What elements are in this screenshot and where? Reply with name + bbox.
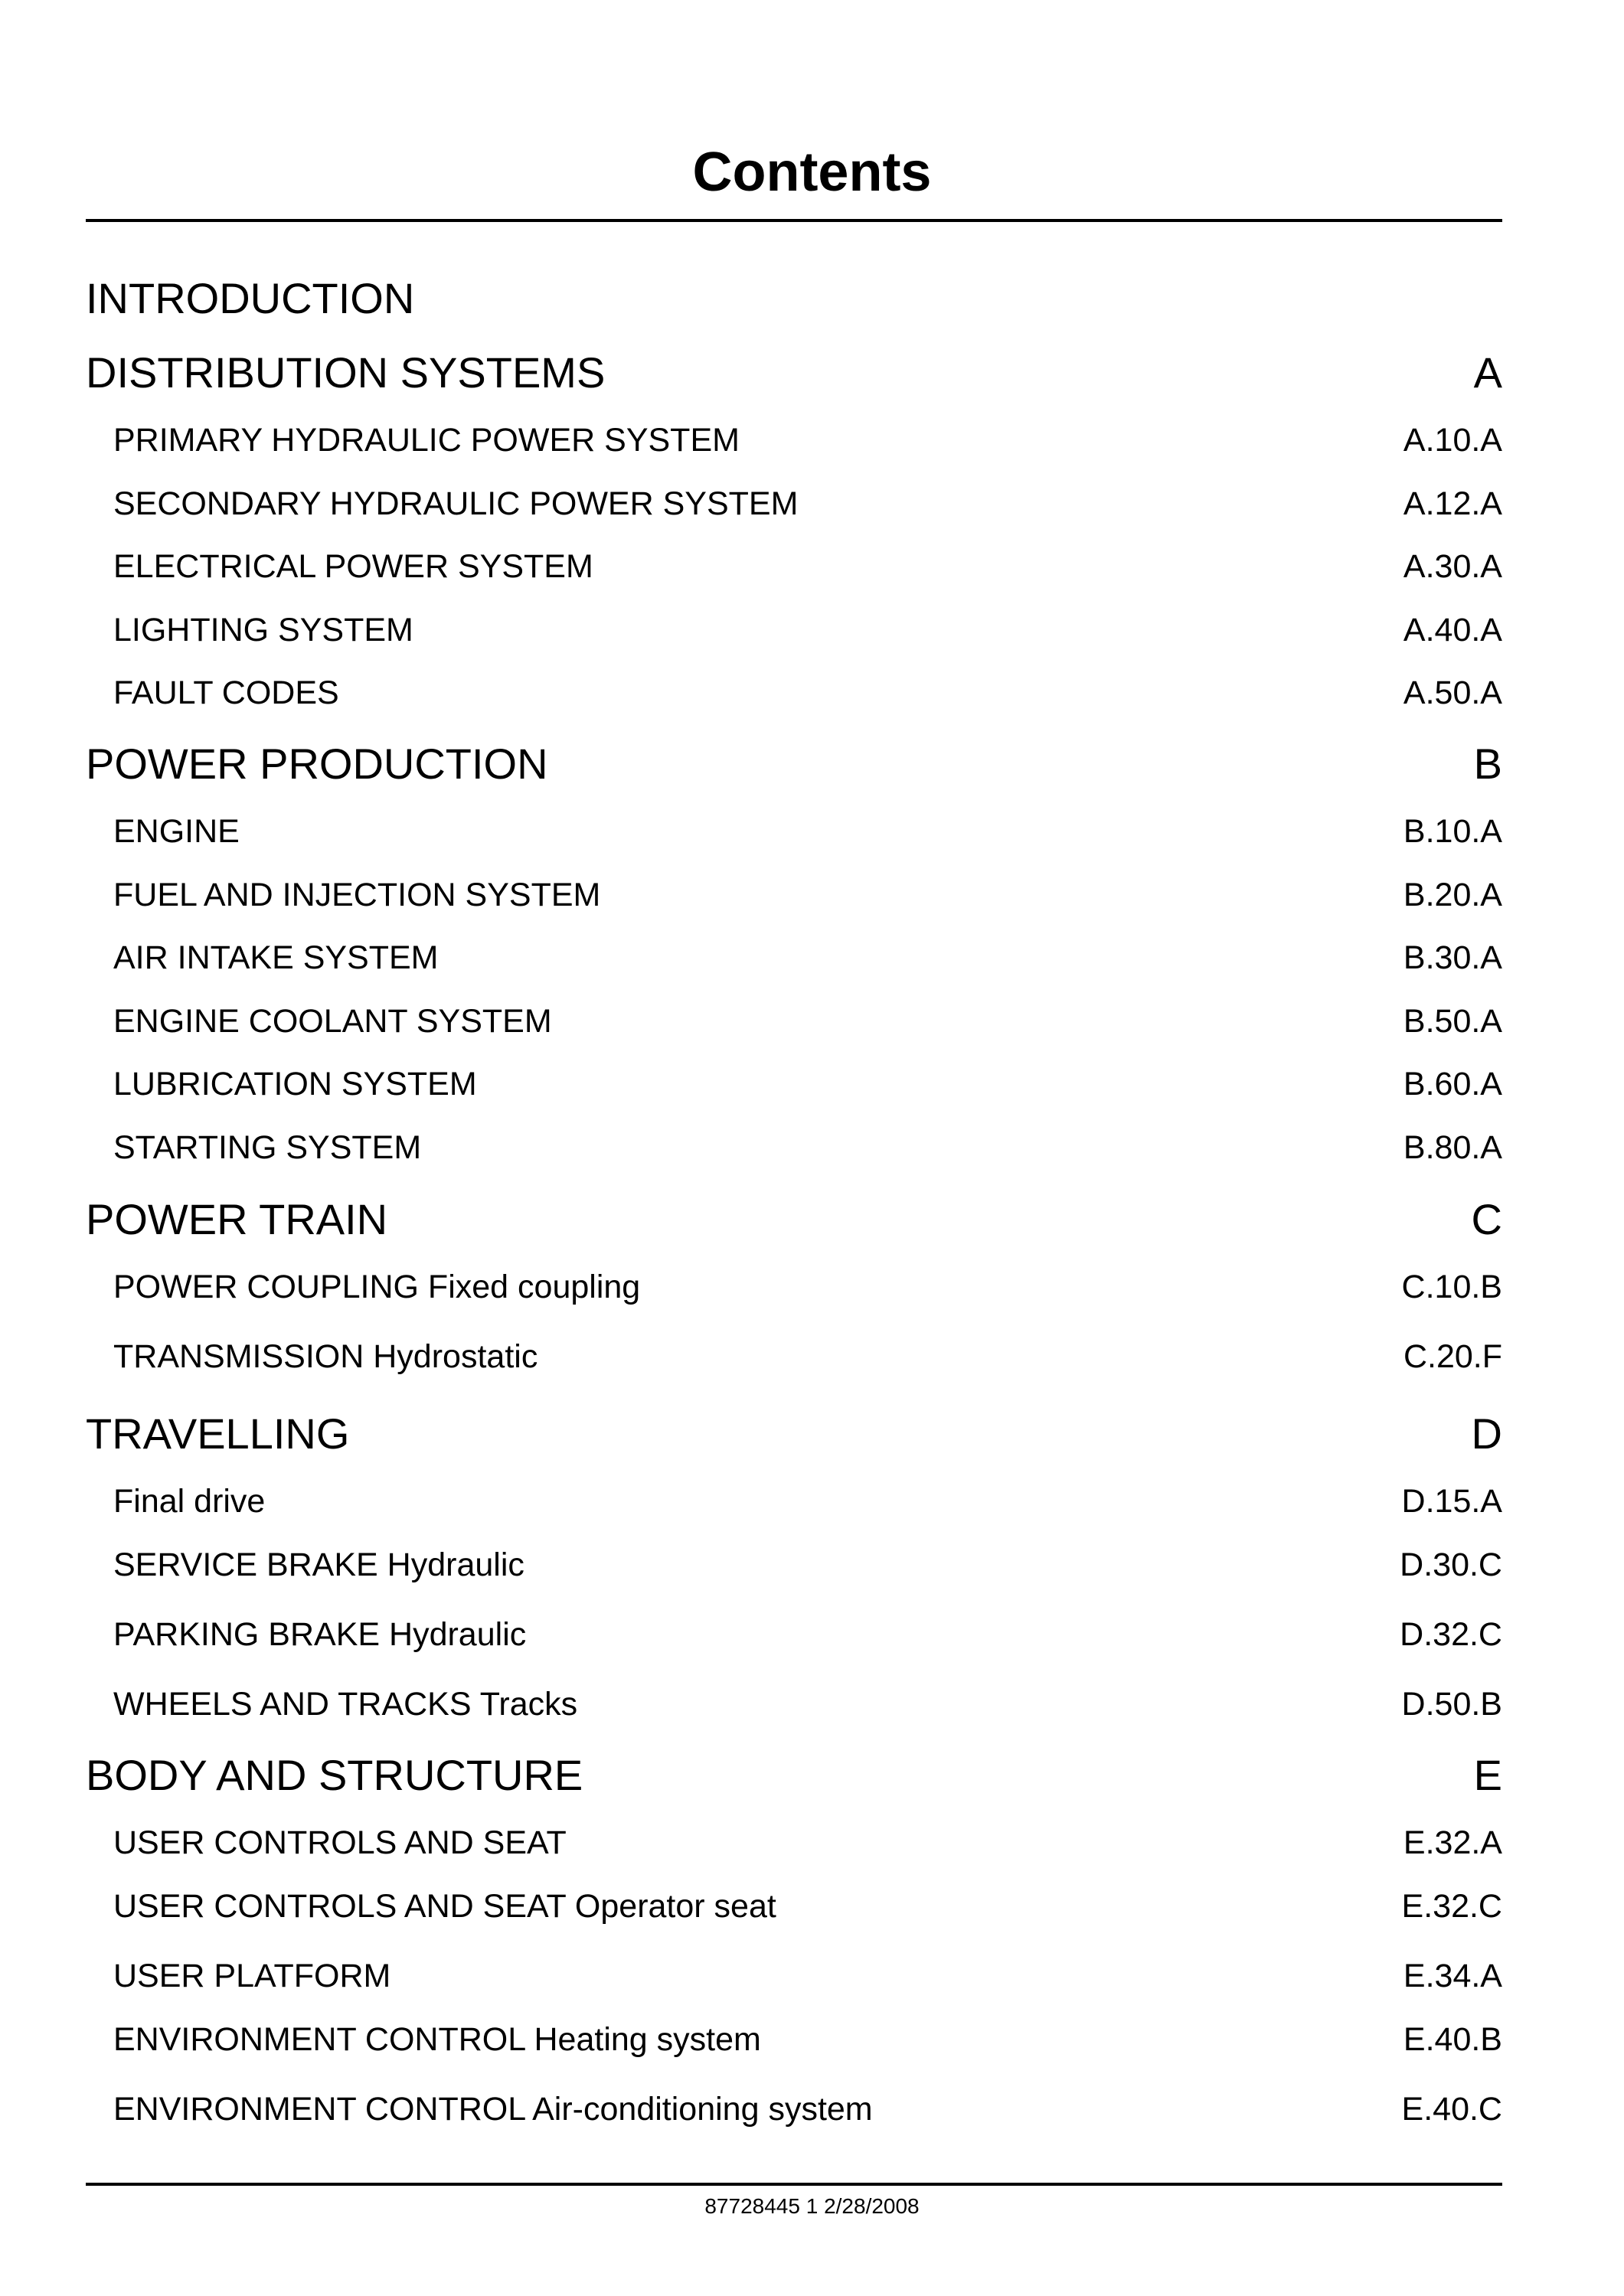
toc-item-label: WHEELS AND TRACKS Tracks [113,1686,578,1723]
toc-section-travelling[interactable] [0,1403,1624,1465]
toc-item-label: ENVIRONMENT CONTROL Air-conditioning system [113,2091,873,2128]
toc-item-label: TRANSMISSION Hydrostatic [113,1338,538,1375]
toc-item-label: USER CONTROLS AND SEAT [113,1824,567,1861]
toc-item-label: SECONDARY HYDRAULIC POWER SYSTEM [113,485,799,522]
toc-item-label: Final drive [113,1483,266,1520]
toc-item-label: LIGHTING SYSTEM [113,612,413,648]
toc-item-label: PRIMARY HYDRAULIC POWER SYSTEM [113,422,740,459]
toc-item[interactable] [0,807,1624,856]
toc-item[interactable] [0,870,1624,919]
toc-item[interactable] [0,997,1624,1046]
toc-item[interactable] [0,2015,1624,2064]
toc-item[interactable] [0,479,1624,528]
toc-item-code: A.30.A [1403,548,1502,585]
toc-item-code: B.60.A [1403,1066,1502,1102]
toc-section-power-train[interactable] [0,1189,1624,1250]
footer-divider [86,2183,1502,2186]
toc-item-code: B.80.A [1403,1129,1502,1166]
toc-item-label: PARKING BRAKE Hydraulic [113,1616,527,1653]
toc-item[interactable] [0,1060,1624,1109]
toc-item-label: ENGINE COOLANT SYSTEM [113,1003,552,1040]
toc-item-label: LUBRICATION SYSTEM [113,1066,477,1102]
toc-item-code: B.30.A [1403,939,1502,976]
toc-item-label: USER PLATFORM [113,1958,391,1994]
toc-section-label: BODY AND STRUCTURE [86,1751,583,1799]
toc-item-label: POWER COUPLING Fixed coupling [113,1269,641,1305]
toc-section-distribution-systems[interactable] [0,342,1624,403]
toc-item-code: E.32.A [1403,1824,1502,1861]
toc-item[interactable] [0,1262,1624,1311]
toc-item[interactable] [0,933,1624,982]
toc-item[interactable] [0,668,1624,717]
toc-item-label: STARTING SYSTEM [113,1129,422,1166]
toc-item-code: B.50.A [1403,1003,1502,1040]
toc-item[interactable] [0,1477,1624,1526]
toc-item-code: E.40.B [1403,2021,1502,2058]
toc-item-code: C.10.B [1401,1269,1502,1305]
toc-item-label: AIR INTAKE SYSTEM [113,939,439,976]
toc-item[interactable] [0,1610,1624,1659]
toc-section-label: DISTRIBUTION SYSTEMS [86,348,606,397]
toc-section-code: C [1471,1195,1502,1243]
toc-item-code: C.20.F [1403,1338,1502,1375]
toc-item-label: SERVICE BRAKE Hydraulic [113,1546,524,1583]
toc-section-label: POWER TRAIN [86,1195,388,1243]
toc-section-code: D [1471,1409,1502,1458]
toc-section-introduction[interactable] [0,268,1624,329]
toc-item[interactable] [0,606,1624,655]
toc-item-label: ENGINE [113,813,240,850]
toc-item-label: USER CONTROLS AND SEAT Operator seat [113,1888,776,1925]
toc-item[interactable] [0,1540,1624,1589]
toc-item-code: D.50.B [1401,1686,1502,1723]
toc-item-label: ENVIRONMENT CONTROL Heating system [113,2021,761,2058]
toc-section-power-production[interactable] [0,733,1624,795]
toc-item-code: B.10.A [1403,813,1502,850]
toc-section-code: A [1473,348,1502,397]
toc-section-label: INTRODUCTION [86,274,415,322]
toc-item-code: A.40.A [1403,612,1502,648]
toc-item-code: A.10.A [1403,422,1502,459]
toc-item-label: ELECTRICAL POWER SYSTEM [113,548,593,585]
toc-item[interactable] [0,1680,1624,1729]
toc-item[interactable] [0,542,1624,591]
toc-item-code: D.30.C [1400,1546,1502,1583]
toc-item[interactable] [0,1818,1624,1867]
toc-item-code: E.40.C [1401,2091,1502,2128]
toc-item[interactable] [0,2085,1624,2134]
toc-item-code: E.34.A [1403,1958,1502,1994]
toc-section-body-and-structure[interactable] [0,1745,1624,1806]
toc-item-code: B.20.A [1403,877,1502,913]
toc-item[interactable] [0,1332,1624,1381]
page-footer: 87728445 1 2/28/2008 [704,2194,920,2218]
toc-item[interactable] [0,1951,1624,2000]
toc-item-code: E.32.C [1401,1888,1502,1925]
toc-item-label: FAULT CODES [113,674,339,711]
toc-item-label: FUEL AND INJECTION SYSTEM [113,877,601,913]
toc-item-code: A.50.A [1403,674,1502,711]
toc-item[interactable] [0,416,1624,465]
toc-item[interactable] [0,1123,1624,1172]
toc-item[interactable] [0,1882,1624,1931]
toc-section-label: POWER PRODUCTION [86,740,548,788]
toc-item-code: D.15.A [1401,1483,1502,1520]
page-title: Contents [692,142,932,203]
toc-section-code: B [1473,740,1502,788]
toc-item-code: A.12.A [1403,485,1502,522]
toc-item-code: D.32.C [1400,1616,1502,1653]
toc-section-label: TRAVELLING [86,1409,350,1458]
toc-section-code: E [1473,1751,1502,1799]
